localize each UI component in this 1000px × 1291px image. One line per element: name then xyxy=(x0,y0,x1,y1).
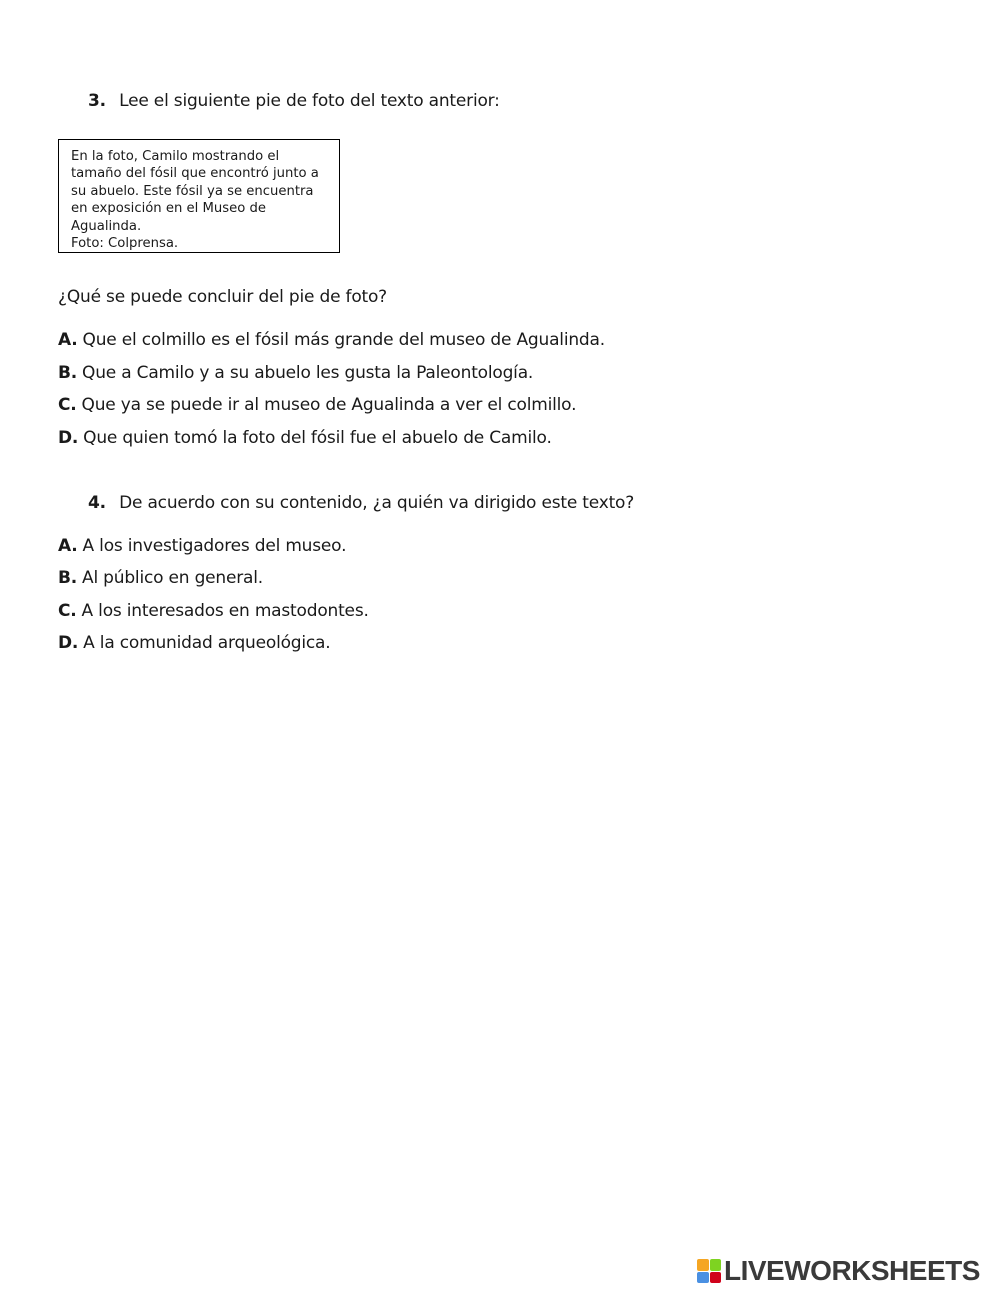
question-3-option-a[interactable] xyxy=(58,330,605,350)
option-text: Que el colmillo es el fósil más grande del museo de Agualinda. xyxy=(82,330,605,350)
liveworksheets-logo xyxy=(697,1256,980,1286)
question-3-option-b[interactable] xyxy=(58,363,533,383)
question-4-option-a[interactable] xyxy=(58,536,346,556)
question-4-number: 4. xyxy=(88,493,106,513)
logo-tile xyxy=(697,1272,709,1284)
question-4-option-b[interactable] xyxy=(58,568,263,588)
option-letter: C. xyxy=(58,395,77,415)
logo-tile xyxy=(710,1272,722,1284)
option-letter: B. xyxy=(58,568,78,588)
option-text: A los interesados en mastodontes. xyxy=(81,601,369,621)
question-3-heading xyxy=(88,91,500,111)
question-3-prompt: ¿Qué se puede concluir del pie de foto? xyxy=(58,287,388,307)
question-3-text: Lee el siguiente pie de foto del texto anterior: xyxy=(119,91,500,111)
option-text: A los investigadores del museo. xyxy=(82,536,347,556)
option-letter: A. xyxy=(58,330,78,350)
option-text: Que a Camilo y a su abuelo les gusta la Paleontología. xyxy=(82,363,534,383)
question-3-option-d[interactable] xyxy=(58,428,552,448)
question-4-option-d[interactable] xyxy=(58,633,330,653)
option-text: Al público en general. xyxy=(82,568,263,588)
option-letter: D. xyxy=(58,428,79,448)
option-text: Que quien tomó la foto del fósil fue el abuelo de Camilo. xyxy=(83,428,552,448)
liveworksheets-logo-icon xyxy=(697,1259,721,1283)
question-3-number: 3. xyxy=(88,91,106,111)
caption-line: Agualinda. xyxy=(71,218,142,234)
option-letter: C. xyxy=(58,601,77,621)
photo-caption-box xyxy=(58,139,340,253)
caption-line: Foto: Colprensa. xyxy=(71,236,179,252)
caption-line: tamaño del fósil que encontró junto a xyxy=(71,166,319,182)
option-letter: A. xyxy=(58,536,78,556)
question-4-option-c[interactable] xyxy=(58,601,369,621)
liveworksheets-wordmark: LIVEWORKSHEETS xyxy=(724,1255,980,1286)
caption-line: en exposición en el Museo de xyxy=(71,201,266,217)
logo-tile xyxy=(710,1259,722,1271)
logo-tile xyxy=(697,1259,709,1271)
caption-line: En la foto, Camilo mostrando el xyxy=(71,149,280,164)
question-4-text: De acuerdo con su contenido, ¿a quién va dirigido este texto? xyxy=(119,493,635,513)
question-4-heading xyxy=(88,493,634,513)
option-letter: D. xyxy=(58,633,79,653)
question-3-option-c[interactable] xyxy=(58,395,576,415)
option-letter: B. xyxy=(58,363,78,383)
option-text: A la comunidad arqueológica. xyxy=(83,633,331,653)
caption-line: su abuelo. Este fósil ya se encuentra xyxy=(71,183,314,199)
option-text: Que ya se puede ir al museo de Agualinda a ver el colmillo. xyxy=(81,395,577,415)
